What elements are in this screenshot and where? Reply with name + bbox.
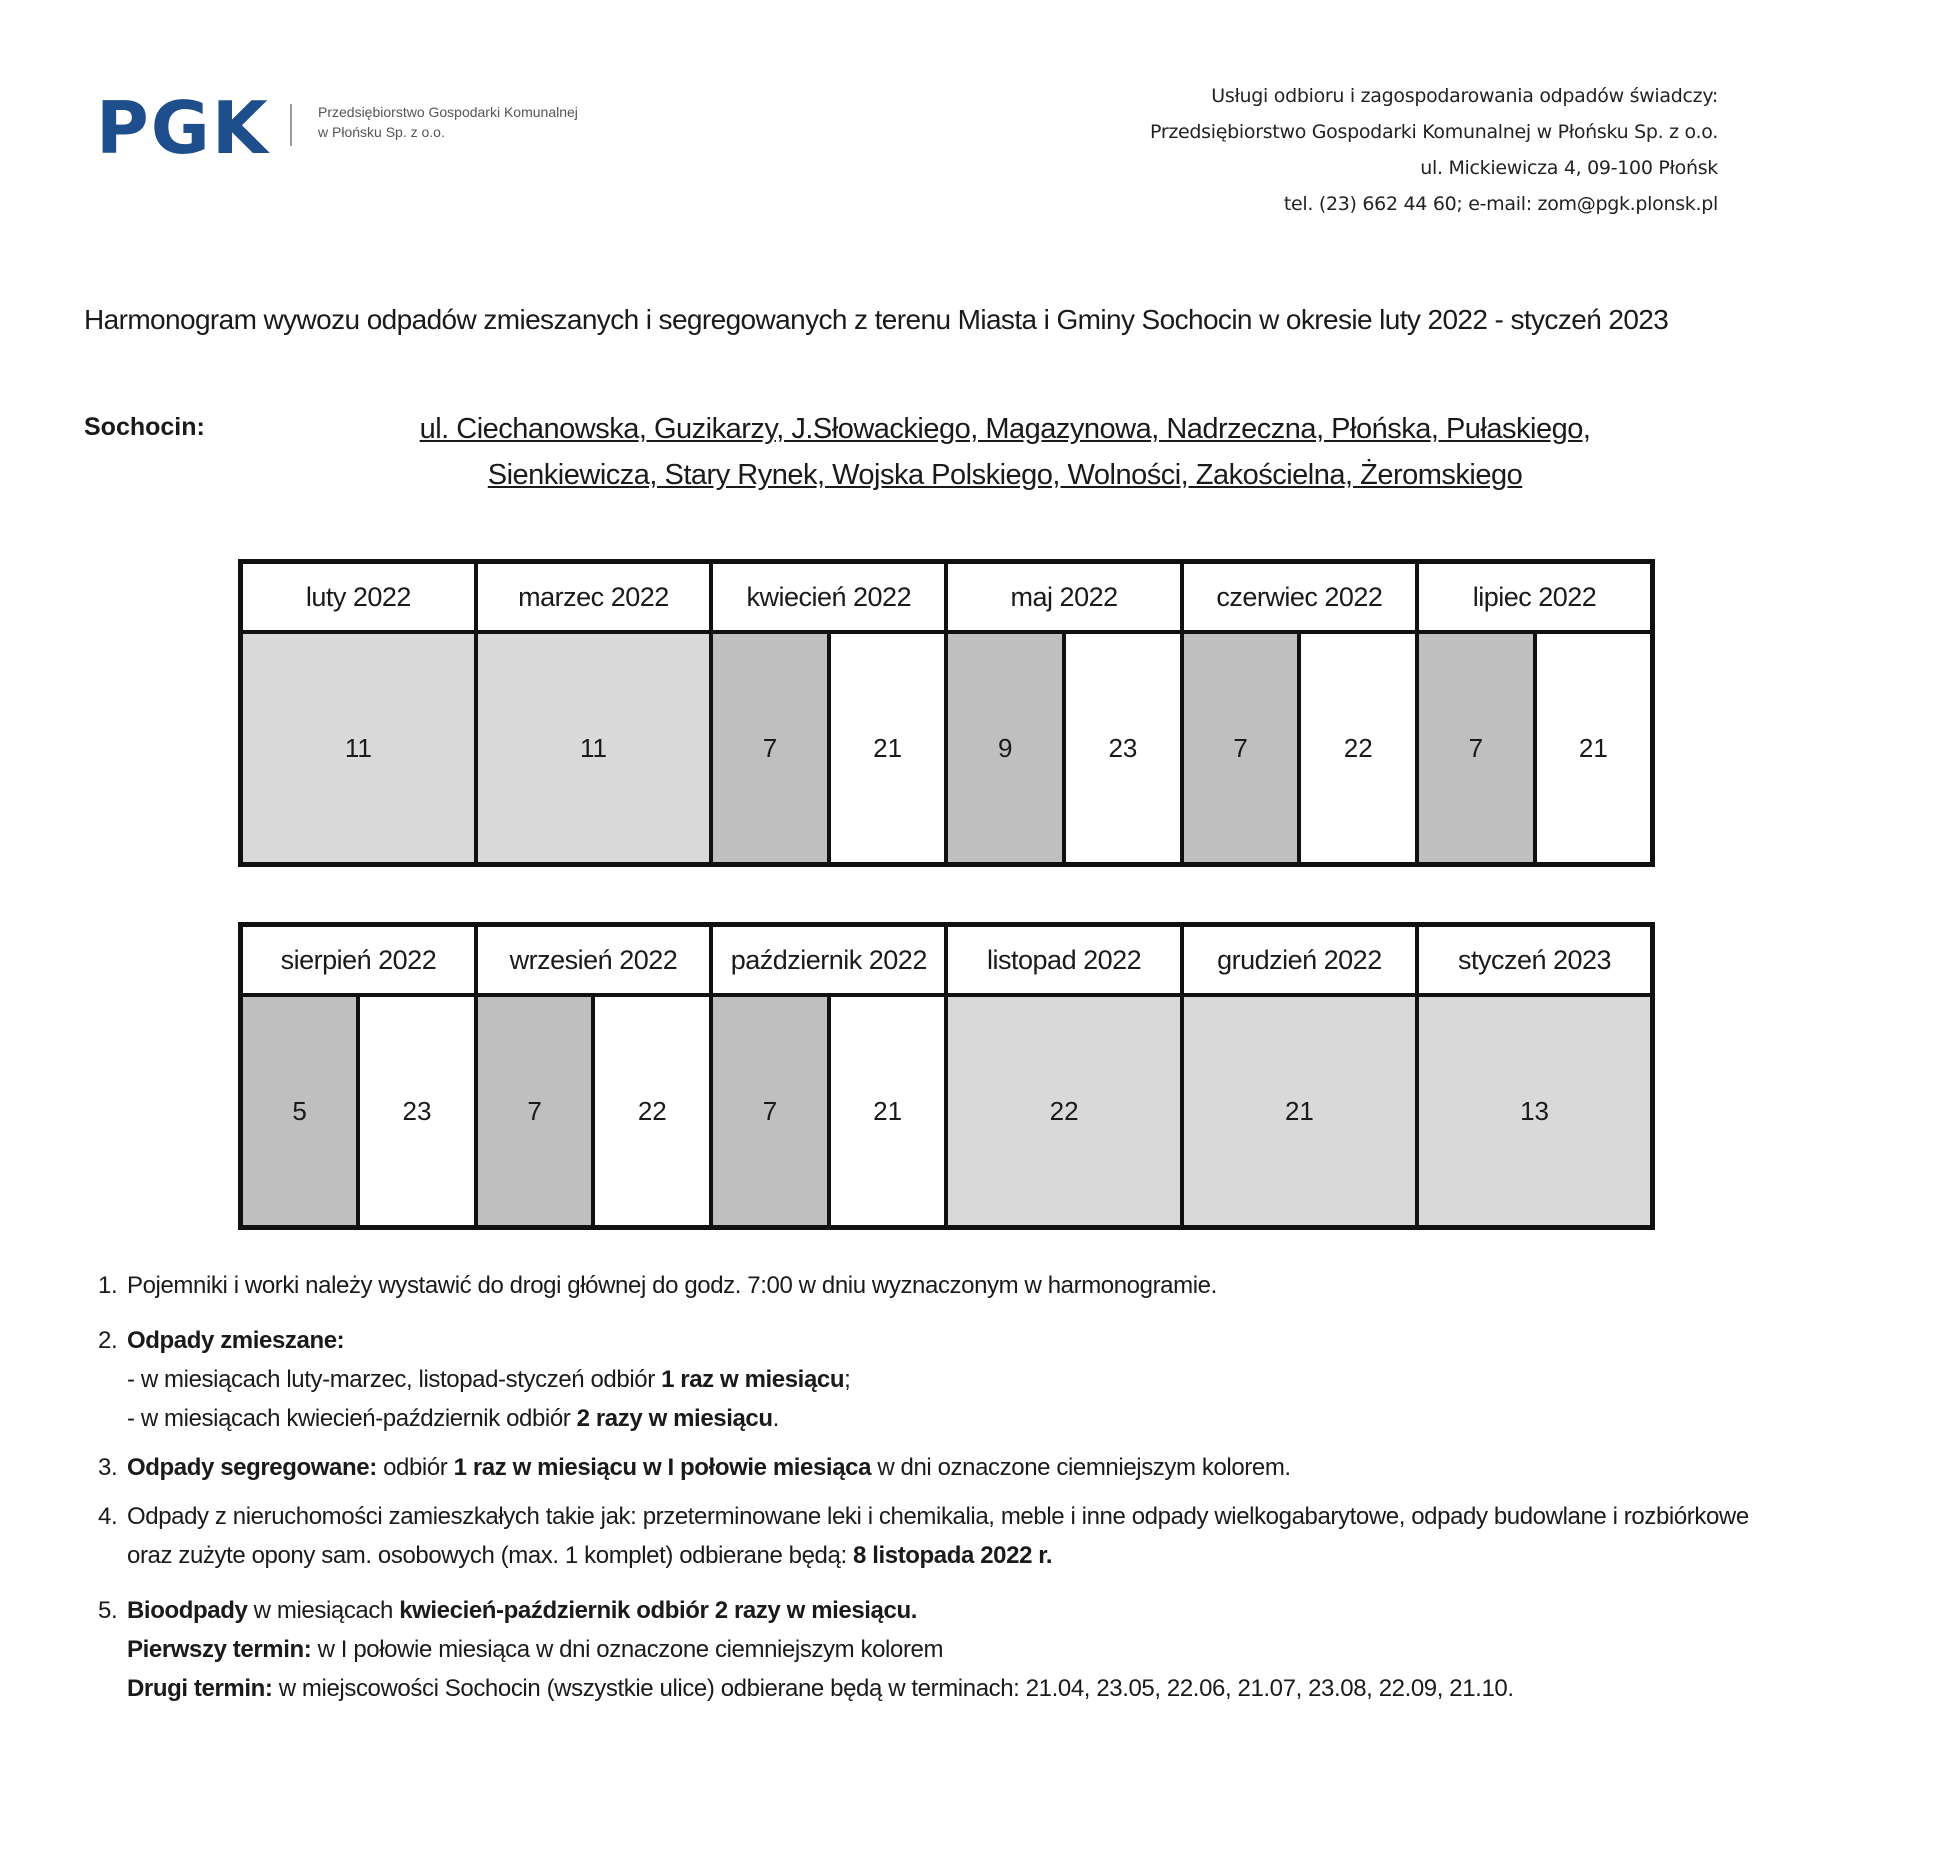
day-row <box>241 995 1653 1228</box>
month-header: październik 2022 <box>711 925 946 996</box>
note-3 <box>98 1448 1798 1487</box>
mixed-waste-day: 23 <box>1064 632 1182 865</box>
month-header: wrzesień 2022 <box>476 925 711 996</box>
month-header: kwiecień 2022 <box>711 562 946 633</box>
second-term-label: Drugi termin: <box>127 1675 273 1702</box>
month-header: listopad 2022 <box>946 925 1181 996</box>
street-list <box>380 406 1630 498</box>
note-text: Pojemniki i worki należy wystawić do drogi głównej do godz. 7:00 w dniu wyznaczonym w harmonogramie. <box>127 1272 1217 1299</box>
provider-address: ul. Mickiewicza 4, 09-100 Płońsk <box>1420 157 1718 179</box>
schedule-table-1 <box>238 559 1655 867</box>
provider-contact: tel. (23) 662 44 60; e-mail: zom@pgk.plonsk.pl <box>1283 193 1718 215</box>
month-header: sierpień 2022 <box>241 925 476 996</box>
document-title: Harmonogram wywozu odpadów zmieszanych i segregowanych z terenu Miasta i Gminy Sochocin w okresie luty 2022 - styczeń 2023 <box>84 304 1669 335</box>
logo-company-name <box>318 102 578 142</box>
month-header: grudzień 2022 <box>1182 925 1417 996</box>
note-text: ; <box>844 1366 851 1393</box>
segregated-waste-day: 5 <box>241 995 359 1228</box>
logo-company-line1: Przedsiębiorstwo Gospodarki Komunalnej <box>318 104 578 120</box>
note-2 <box>98 1321 1798 1438</box>
note-text: Odpady z nieruchomości zamieszkałych takie jak: przeterminowane leki i chemikalia, meble i inne odpady wielkogabarytowe, odpady budowlane i rozbiórkowe <box>127 1503 1749 1530</box>
mixed-waste-day: 13 <box>1417 995 1652 1228</box>
pgk-logo: PGK <box>96 86 270 170</box>
month-header: marzec 2022 <box>476 562 711 633</box>
street-list-line2: Sienkiewicza, Stary Rynek, Wojska Polskiego, Wolności, Zakościelna, Żeromskiego <box>487 459 1523 491</box>
note-line <box>127 1399 1798 1438</box>
note-emphasis: kwiecień-październik odbiór 2 razy w miesiącu. <box>399 1597 917 1624</box>
mixed-waste-day: 23 <box>358 995 476 1228</box>
provider-line: Przedsiębiorstwo Gospodarki Komunalnej w Płońsku Sp. z o.o. <box>1150 121 1718 143</box>
note-text: w miesiącach <box>247 1597 400 1624</box>
month-header-row <box>241 562 1653 633</box>
month-header: luty 2022 <box>241 562 476 633</box>
service-provider-info <box>1000 78 1718 222</box>
note-text: . <box>772 1405 779 1432</box>
note-heading: Odpady zmieszane: <box>127 1327 345 1354</box>
note-line <box>127 1669 1798 1708</box>
month-header: czerwiec 2022 <box>1182 562 1417 633</box>
mixed-waste-day: 21 <box>1182 995 1417 1228</box>
mixed-waste-day: 11 <box>241 632 476 865</box>
note-number: 5. <box>98 1597 118 1624</box>
note-number: 4. <box>98 1503 118 1530</box>
mixed-waste-day: 21 <box>829 632 947 865</box>
month-header: lipiec 2022 <box>1417 562 1652 633</box>
mixed-waste-day: 11 <box>476 632 711 865</box>
note-text: - w miesiącach kwiecień-październik odbiór <box>127 1405 577 1432</box>
provider-line: Usługi odbioru i zagospodarowania odpadów świadczy: <box>1211 85 1718 107</box>
note-line <box>127 1630 1798 1669</box>
first-term-label: Pierwszy termin: <box>127 1636 312 1663</box>
month-header-row <box>241 925 1653 996</box>
note-number: 3. <box>98 1454 118 1481</box>
segregated-waste-day: 7 <box>711 995 829 1228</box>
logo-company-line2: w Płońsku Sp. z o.o. <box>318 124 445 140</box>
note-line <box>127 1536 1798 1575</box>
mixed-waste-day: 21 <box>829 995 947 1228</box>
segregated-waste-day: 9 <box>946 632 1064 865</box>
note-number: 2. <box>98 1327 118 1354</box>
note-emphasis: 1 raz w miesiącu w I połowie miesiąca <box>453 1454 872 1481</box>
note-heading: Bioodpady <box>127 1597 248 1624</box>
bulky-waste-date: 8 listopada 2022 r. <box>853 1542 1053 1569</box>
note-text: w I połowie miesiąca w dni oznaczone ciemniejszym kolorem <box>311 1636 944 1663</box>
note-number: 1. <box>98 1272 118 1299</box>
mixed-waste-day: 22 <box>1299 632 1417 865</box>
street-list-line1: ul. Ciechanowska, Guzikarzy, J.Słowackiego, Magazynowa, Nadrzeczna, Płońska, Pułaskiego, <box>419 413 1591 445</box>
mixed-waste-day: 22 <box>593 995 711 1228</box>
note-emphasis: 2 razy w miesiącu <box>576 1405 773 1432</box>
place-label: Sochocin: <box>84 413 205 441</box>
segregated-waste-day: 7 <box>476 995 594 1228</box>
notes-list <box>98 1266 1798 1708</box>
note-text: oraz zużyte opony sam. osobowych (max. 1 komplet) odbierane będą: <box>127 1542 853 1569</box>
note-text: odbiór <box>376 1454 454 1481</box>
logo-divider <box>290 104 292 146</box>
schedule-table-2 <box>238 922 1655 1230</box>
segregated-waste-day: 7 <box>1417 632 1535 865</box>
mixed-waste-day: 21 <box>1535 632 1653 865</box>
note-heading: Odpady segregowane: <box>127 1454 377 1481</box>
month-header: styczeń 2023 <box>1417 925 1652 996</box>
note-5 <box>98 1591 1798 1708</box>
note-emphasis: 1 raz w miesiącu <box>661 1366 845 1393</box>
mixed-waste-day: 22 <box>946 995 1181 1228</box>
segregated-waste-day: 7 <box>711 632 829 865</box>
month-header: maj 2022 <box>946 562 1181 633</box>
note-text: w miejscowości Sochocin (wszystkie ulice) odbierane będą w terminach: 21.04, 23.05, 22.06, 21.07, 23.08, 22.09, 21.10. <box>272 1675 1514 1702</box>
note-1 <box>98 1266 1798 1305</box>
day-row <box>241 632 1653 865</box>
note-text: w dni oznaczone ciemniejszym kolorem. <box>871 1454 1291 1481</box>
note-line <box>127 1591 1798 1630</box>
segregated-waste-day: 7 <box>1182 632 1300 865</box>
note-text: - w miesiącach luty-marzec, listopad-styczeń odbiór <box>127 1366 662 1393</box>
note-4 <box>98 1497 1798 1575</box>
note-line <box>127 1360 1798 1399</box>
